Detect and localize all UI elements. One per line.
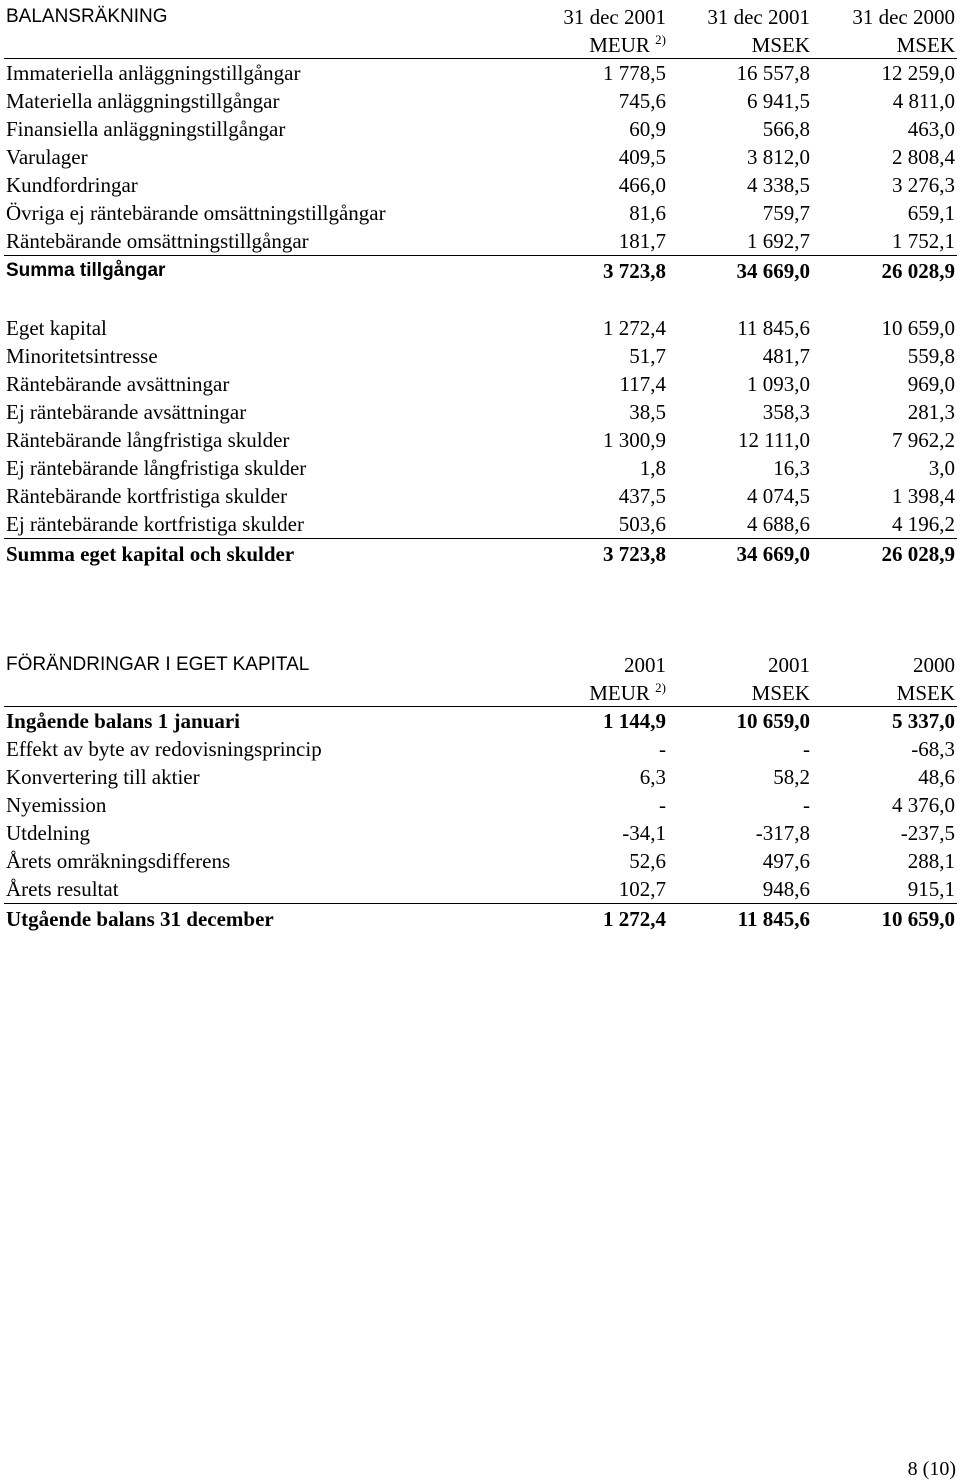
- table-row: Utdelning -34,1 -317,8 -237,5: [6, 821, 955, 845]
- balance-col2-unit: MSEK: [668, 30, 812, 59]
- table-row: Räntebärande kortfristiga skulder 437,5 4 074,5 1 398,4: [6, 484, 955, 508]
- equity-col2-unit: MSEK: [668, 678, 812, 707]
- table-row: Ej räntebärande kortfristiga skulder 503,6 4 688,6 4 196,2: [6, 512, 955, 536]
- table-row: Eget kapital 1 272,4 11 845,6 10 659,0: [6, 316, 955, 340]
- table-row: Finansiella anläggningstillgångar 60,9 566,8 463,0: [6, 117, 955, 141]
- balance-title: BALANSRÄKNING: [6, 6, 168, 27]
- equity-col1-unit: MEUR $^{2)}$: [532, 678, 668, 707]
- balance-col2-period: 31 dec 2001: [707, 5, 810, 29]
- opening-balance-row: Ingående balans 1 januari 1 144,9 10 659,0 5 337,0: [6, 709, 955, 733]
- balance-col3-period: 31 dec 2000: [852, 5, 955, 29]
- liabilities-rows: [4, 314, 957, 569]
- table-row: Nyemission - - 4 376,0: [6, 793, 955, 817]
- equity-changes-table: [4, 650, 957, 934]
- balance-header-row: [4, 2, 957, 30]
- spacer-row: [4, 286, 957, 314]
- equity-col1-period: 2001: [624, 653, 666, 677]
- closing-balance-row: Utgående balans 31 december 1 272,4 11 845,6 10 659,0: [4, 904, 957, 935]
- table-row: Årets omräkningsdifferens 52,6 497,6 288,1: [6, 849, 955, 873]
- liabilities-total-row: Summa eget kapital och skulder 3 723,8 34 669,0 26 028,9: [4, 539, 957, 570]
- balance-col3-unit: MSEK: [812, 30, 957, 59]
- equity-unit-row: [4, 678, 957, 707]
- table-row: Ej räntebärande avsättningar 38,5 358,3 281,3: [6, 400, 955, 424]
- table-row: Årets resultat 102,7 948,6 915,1: [6, 877, 955, 901]
- table-row: Kundfordringar 466,0 4 338,5 3 276,3: [6, 173, 955, 197]
- balance-unit-row: [4, 30, 957, 59]
- table-row: Räntebärande avsättningar 117,4 1 093,0 969,0: [6, 372, 955, 396]
- equity-col3-unit: MSEK: [812, 678, 957, 707]
- equity-title: FÖRÄNDRINGAR I EGET KAPITAL: [6, 654, 310, 675]
- table-row: Minoritetsintresse 51,7 481,7 559,8: [6, 344, 955, 368]
- assets-rows: [4, 59, 957, 315]
- table-row: Övriga ej räntebärande omsättningstillgångar 81,6 759,7 659,1: [6, 201, 955, 225]
- assets-total-row: Summa tillgångar 3 723,8 34 669,0 26 028,9: [4, 256, 957, 287]
- footnote-ref: 2): [655, 680, 666, 695]
- page-number: 8 (10): [907, 1458, 956, 1480]
- table-row: Ej räntebärande långfristiga skulder 1,8 16,3 3,0: [6, 456, 955, 480]
- equity-col2-period: 2001: [768, 653, 810, 677]
- table-row: Varulager 409,5 3 812,0 2 808,4: [6, 145, 955, 169]
- balance-col1-unit: MEUR $^{2)}$: [532, 30, 668, 59]
- equity-header-row: [4, 650, 957, 678]
- balance-col1-period: 31 dec 2001: [563, 5, 666, 29]
- table-row: Materiella anläggningstillgångar 745,6 6 941,5 4 811,0: [6, 89, 955, 113]
- table-row: Effekt av byte av redovisningsprincip - - -68,3: [6, 737, 955, 761]
- equity-col3-period: 2000: [913, 653, 955, 677]
- balance-sheet-table: [4, 2, 957, 569]
- table-row: Räntebärande omsättningstillgångar 181,7 1 692,7 1 752,1: [6, 229, 955, 253]
- table-row: Immateriella anläggningstillgångar 1 778,5 16 557,8 12 259,0: [6, 61, 955, 85]
- footnote-ref: 2): [655, 32, 666, 47]
- table-row: Konvertering till aktier 6,3 58,2 48,6: [6, 765, 955, 789]
- equity-rows: [4, 707, 957, 935]
- table-row: Räntebärande långfristiga skulder 1 300,9 12 111,0 7 962,2: [6, 428, 955, 452]
